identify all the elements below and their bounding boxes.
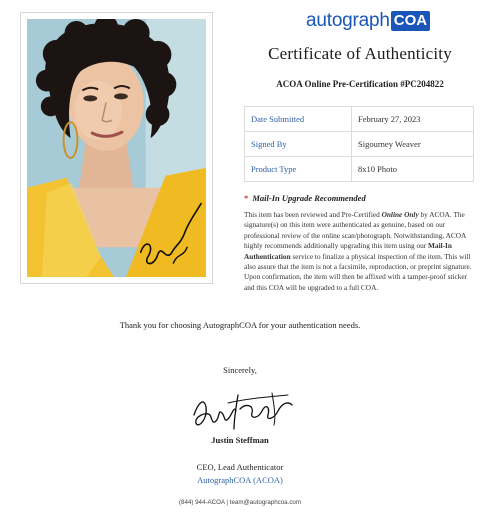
statement-text: This item has been reviewed and Pre-Certified xyxy=(244,210,382,219)
signer-name: Justin Steffman xyxy=(211,435,269,445)
autographed-photo-frame xyxy=(20,12,213,284)
sincerely-closing: Sincerely, xyxy=(223,365,257,375)
autographed-photo xyxy=(27,19,206,277)
detail-value: Sigourney Weaver xyxy=(352,132,474,157)
detail-label: Signed By xyxy=(245,132,352,157)
upgrade-heading xyxy=(244,193,476,203)
signer-role: CEO, Lead Authenticator xyxy=(196,462,284,472)
statement-emphasis-online-only: Online Only xyxy=(381,210,419,219)
upgrade-label: Mail-In Upgrade Recommended xyxy=(252,193,366,203)
detail-label: Product Type xyxy=(245,157,352,182)
thank-you-message: Thank you for choosing AutographCOA for your authentication needs. xyxy=(119,320,361,330)
detail-value: February 27, 2023 xyxy=(352,107,474,132)
detail-value: 8x10 Photo xyxy=(352,157,474,182)
details-table xyxy=(244,106,474,182)
bullet-asterisk: * xyxy=(244,193,249,203)
footer-contact: (844) 944-ACOA | team@autographcoa.com xyxy=(178,499,302,506)
organization-name: AutographCOA (ACOA) xyxy=(197,475,283,485)
logo-brand-text: autograph xyxy=(306,10,390,31)
autographcoa-logo xyxy=(306,9,430,33)
statement-text: by ACOA. The signature(s) on this item were authenticated as genuine, based on our professional review of the online scan/photograph. Notwithstanding, ACOA highly recommends additionally upgrading this item using our xyxy=(244,210,466,251)
ceo-signature xyxy=(188,385,298,433)
statement-text: service to finalize a physical inspection of the item. This will also assure that the item is not a facsimile, reproduction, or preprint signature. Upon confirmation, the item will then be affixed with a tamper-proof sticker and this COA will be upgraded to a full COA. xyxy=(244,251,472,292)
detail-row-product-type xyxy=(245,157,474,182)
logo-coa-badge: COA xyxy=(391,11,430,31)
certification-number: ACOA Online Pre-Certification #PC204822 xyxy=(276,79,444,89)
detail-label: Date Submitted xyxy=(245,107,352,132)
detail-row-signed-by xyxy=(245,132,474,157)
statement-emphasis-mail-in: Mail-In Authentication xyxy=(244,241,452,261)
certification-statement xyxy=(244,210,476,293)
portrait-illustration xyxy=(27,19,206,277)
detail-row-date xyxy=(245,107,474,132)
certificate-title: Certificate of Authenticity xyxy=(268,44,452,63)
